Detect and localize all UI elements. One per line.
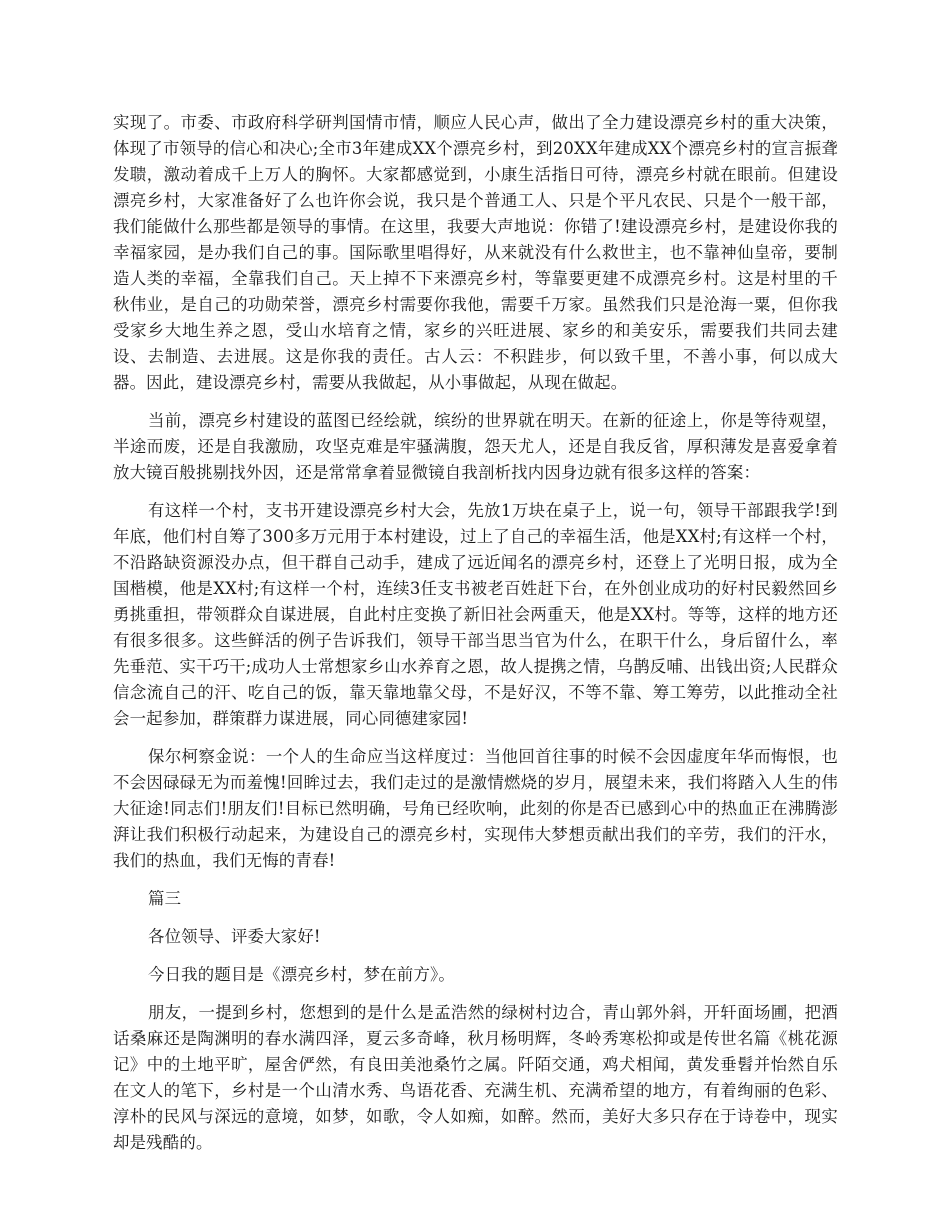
speech-title: 今日我的题目是《漂亮乡村，梦在前方》。 [148,965,456,984]
paragraph-current-blueprint: 当前，漂亮乡村建设的蓝图已经绘就，缤纷的世界就在明天。在新的征途上，你是等待观望，半途而废，还是自我激励，攻坚克难是牢骚满腹，怨天尤人，还是自我反省，厚积薄发是喜爱拿着放大镜百般挑剔找外因，还是常常拿着显微镜自我剖析找内因身边就有很多这样的答案： [113,411,838,482]
section-heading: 篇三 [148,889,182,908]
document-page [113,110,838,1168]
paragraph-countryside: 朋友，一提到乡村，您想到的是什么是孟浩然的绿树村边合，青山郭外斜，开轩面场圃，把酒话桑麻还是陶渊明的春水满四泽，夏云多奇峰，秋月杨明辉，冬岭秀寒松抑或是传世名篇《桃花源记》中的土地平旷，屋舍俨然，有良田美池桑竹之属。阡陌交通，鸡犬相闻，黄发垂髫并怡然自乐在文人的笔下，乡村是一个山清水秀、鸟语花香、充满生机、充满希望的地方，有着绚丽的色彩、淳朴的民风与深远的意境，如梦，如歌，令人如痴，如醉。然而，美好大多只存在于诗卷中，现实却是残酷的。 [113,1003,838,1152]
paragraph-ostrovsky-quote: 保尔柯察金说：一个人的生命应当这样度过：当他回首往事的时候不会因虚度年华而悔恨，也不会因碌碌无为而羞愧!回眸过去，我们走过的是激情燃烧的岁月，展望未来，我们将踏入人生的伟大征途!同志们!朋友们!目标已然明确，号角已经吹响，此刻的你是否已感到心中的热血正在沸腾澎湃让我们积极行动起来，为建设自己的漂亮乡村，实现伟大梦想贡献出我们的辛劳，我们的汗水，我们的热血，我们无悔的青春! [113,747,838,870]
greeting: 各位领导、评委大家好! [148,927,321,946]
paragraph-continuation: 实现了。市委、市政府科学研判国情市情，顺应人民心声，做出了全力建设漂亮乡村的重大决策，体现了市领导的信心和决心;全市3年建成XX个漂亮乡村，到20XX年建成XX个漂亮乡村的宣言振聋发聩，激动着成千上万人的胸怀。大家都感觉到，小康生活指日可待，漂亮乡村就在眼前。但建设漂亮乡村，大家准备好了么也许你会说，我只是个普通工人、只是个平凡农民、只是个一般干部，我们能做什么那些都是领导的事情。在这里，我要大声地说：你错了!建设漂亮乡村，是建设你我的幸福家园，是办我们自己的事。国际歌里唱得好，从来就没有什么救世主，也不靠神仙皇帝，要制造人类的幸福，全靠我们自己。天上掉不下来漂亮乡村，等靠要更建不成漂亮乡村。这是村里的千秋伟业，是自己的功勋荣誉，漂亮乡村需要你我他，需要千万家。虽然我们只是沧海一粟，但你我受家乡大地生养之恩，受山水培育之情，家乡的兴旺进展、家乡的和美安乐，需要我们共同去建设、去制造、去进展。这是你我的责任。古人云：不积跬步，何以致千里，不善小事，何以成大器。因此，建设漂亮乡村，需要从我做起，从小事做起，从现在做起。 [113,113,838,392]
paragraph-village-examples: 有这样一个村，支书开建设漂亮乡村大会，先放1万块在桌子上，说一句，领导干部跟我学!到年底，他们村自筹了300多万元用于本村建设，过上了自己的幸福生活，他是XX村;有这样一个村，不沿路缺资源没办点，但干群自己动手，建成了远近闻名的漂亮乡村，还登上了光明日报，成为全国楷模，他是XX村;有这样一个村，连续3任支书被老百姓赶下台，在外创业成功的好村民毅然回乡勇挑重担，带领群众自谋进展，自此村庄变换了新旧社会两重天，他是XX村。等等，这样的地方还有很多很多。这些鲜活的例子告诉我们，领导干部当思当官为什么，在职干什么，身后留什么，率先垂范、实干巧干;成功人士常想家乡山水养育之恩，故人提携之情，乌鹊反哺、出钱出资;人民群众信念流自己的汗、吃自己的饭，靠天靠地靠父母，不是好汉，不等不靠、筹工筹劳，以此推动全社会一起参加，群策群力谋进展，同心同德建家园! [113,501,838,728]
